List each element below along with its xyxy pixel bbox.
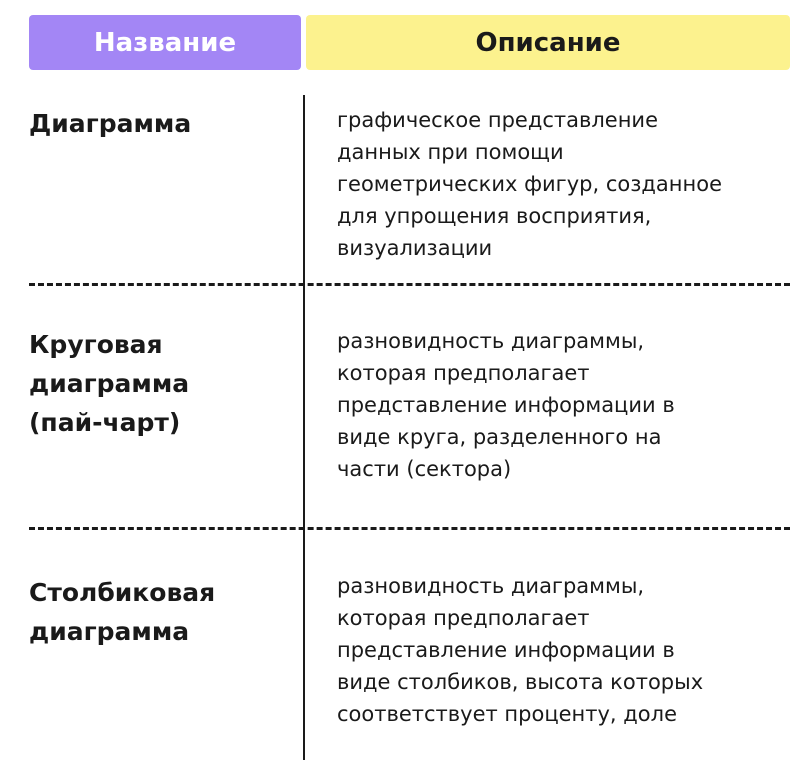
description-bar-chart: разновидность диаграммы, которая предполагает представление информации в виде столбиков, высота которых соответствует проценту, доле — [337, 574, 704, 726]
term-bar-chart: Столбиковая диаграмма — [29, 578, 216, 646]
description-pie-chart: разновидность диаграммы, которая предполагает представление информации в виде круга, разделенного на части (сектора) — [337, 329, 675, 481]
description-column-header — [306, 15, 790, 70]
description-column-header-label: Описание — [475, 27, 621, 58]
column-divider — [303, 95, 305, 760]
row-divider — [29, 527, 790, 530]
row-divider — [29, 283, 790, 286]
name-column-header — [29, 15, 301, 70]
name-column-header-label: Название — [93, 27, 237, 58]
description-diagram: графическое представление данных при помощи геометрических фигур, созданное для упрощения восприятия, визуализации — [337, 108, 723, 260]
term-diagram: Диаграмма — [29, 109, 192, 138]
term-pie-chart: Круговая диаграмма (пай-чарт) — [29, 330, 190, 437]
